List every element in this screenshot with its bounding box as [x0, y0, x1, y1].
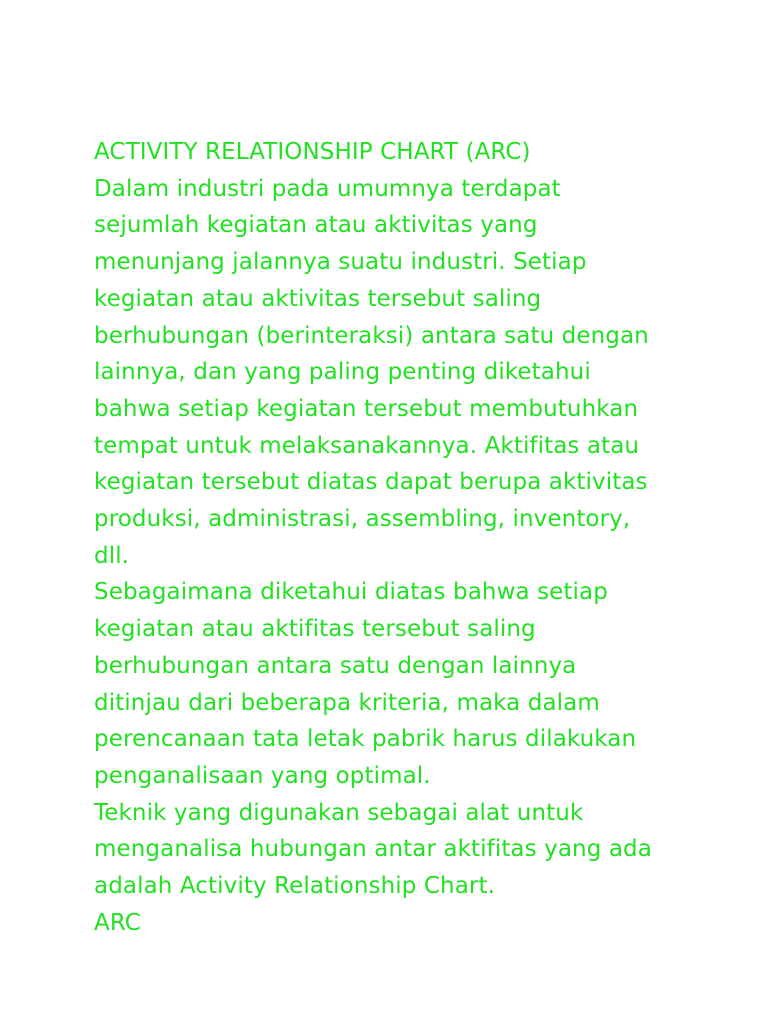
paragraph-line: sejumlah kegiatan atau aktivitas yang: [94, 212, 538, 239]
paragraph-line: Dalam industri pada umumnya terdapat: [94, 175, 561, 202]
document-body: [94, 134, 694, 941]
paragraph-line: tempat untuk melaksanakannya. Aktifitas atau: [94, 432, 640, 459]
paragraph-line: kegiatan tersebut diatas dapat berupa aktivitas: [94, 469, 648, 496]
paragraph-line: ditinjau dari beberapa kriteria, maka dalam: [94, 689, 600, 716]
paragraph-line: produksi, administrasi, assembling, inventory,: [94, 506, 631, 533]
paragraph-line: ARC: [94, 909, 141, 936]
paragraph-line: lainnya, dan yang paling penting diketahui: [94, 359, 591, 386]
paragraph-line: adalah Activity Relationship Chart.: [94, 873, 496, 900]
paragraph-line: dll.: [94, 542, 130, 569]
paragraph-line: perencanaan tata letak pabrik harus dilakukan: [94, 726, 637, 753]
paragraph-line: menunjang jalannya suatu industri. Setiap: [94, 249, 587, 276]
paragraph-line: berhubungan (berinteraksi) antara satu dengan: [94, 322, 649, 349]
paragraph-line: bahwa setiap kegiatan tersebut membutuhkan: [94, 395, 639, 422]
paragraph-line: berhubungan antara satu dengan lainnya: [94, 652, 577, 679]
paragraph-line: menganalisa hubungan antar aktifitas yang ada: [94, 836, 652, 863]
paragraph-line: kegiatan atau aktivitas tersebut saling: [94, 285, 542, 312]
paragraph-line: Teknik yang digunakan sebagai alat untuk: [94, 799, 584, 826]
paragraph-line: penganalisaan yang optimal.: [94, 762, 431, 789]
paragraph-line: Sebagaimana diketahui diatas bahwa setiap: [94, 579, 608, 606]
paragraph-line: kegiatan atau aktifitas tersebut saling: [94, 616, 536, 643]
document-title: ACTIVITY RELATIONSHIP CHART (ARC): [94, 139, 531, 165]
